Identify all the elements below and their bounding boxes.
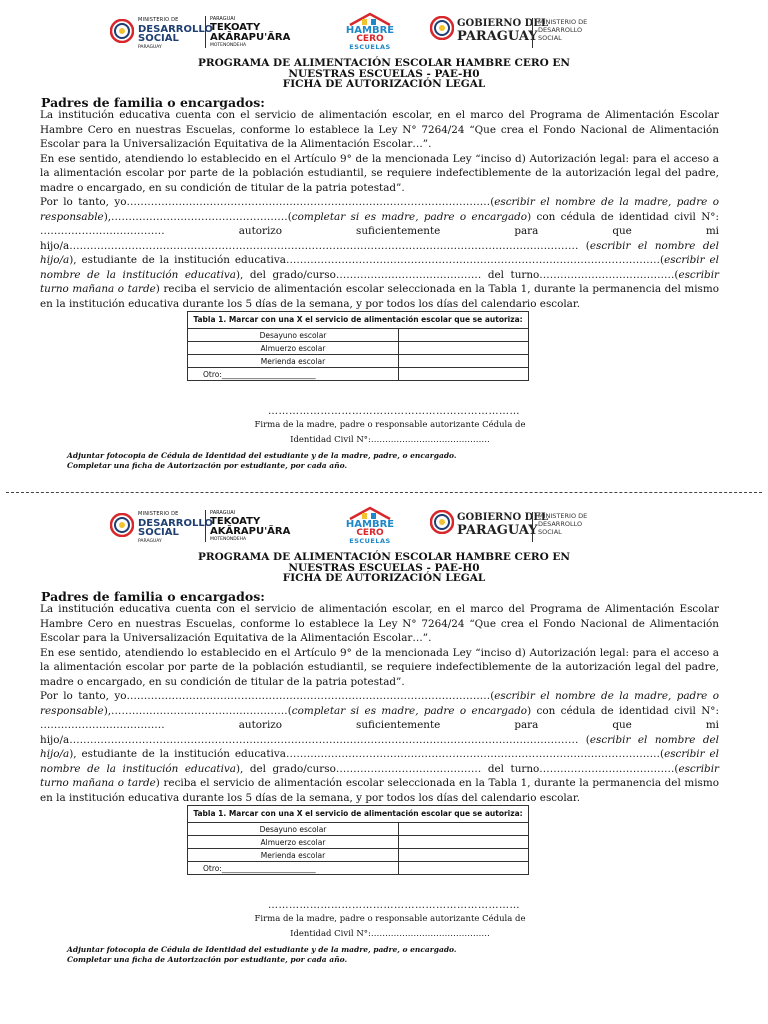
p3-hint: escribir el nombre del hijo/a — [40, 733, 720, 760]
row-label-almuerzo: Almuerzo escolar — [188, 836, 399, 849]
p3-text: ) reciba el servicio de alimentación escolar seleccionada en la Tabla 1, durante la permanencia del mismo en la institución educativa durante los 5 días de la semana, y por todos los días del calendario escolar. — [40, 777, 719, 804]
table-header: Tabla 1. Marcar con una X el servicio de alimentación escolar que se autoriza: — [188, 312, 529, 329]
paraguay-seal-icon — [430, 510, 454, 534]
p3-text: ) con cédula de identidad civil N°: ……………………………… autorizo suficientemente para que mi hijo/a………………………………………………………………………………………………………………………………… ( — [40, 210, 719, 252]
p3-text: Por lo tanto, yo……………………………………………………………………………………………( — [40, 690, 495, 702]
p3-hint: escribir el nombre del hijo/a — [40, 239, 720, 266]
authorization-form-2 — [0, 494, 768, 984]
title-line1: PROGRAMA DE ALIMENTACIÓN ESCOLAR HAMBRE CERO EN — [198, 551, 570, 563]
tekoaty-line4: MOTENONDEHA — [210, 43, 247, 48]
mds-line3: SOCIAL — [138, 33, 179, 44]
title-line1: PROGRAMA DE ALIMENTACIÓN ESCOLAR HAMBRE CERO EN — [198, 57, 570, 69]
signature-caption — [225, 418, 555, 448]
hambre-cero-logo — [344, 506, 396, 546]
paraguay-seal-icon — [430, 16, 454, 40]
form-title — [0, 58, 768, 90]
p3-text: ), del grado/curso…………………………………… del turno…………………………………( — [235, 762, 679, 775]
form-body — [40, 602, 719, 805]
row-label-desayuno: Desayuno escolar — [188, 329, 399, 342]
signature-line[interactable]: ……………………………………………………………… — [268, 900, 520, 911]
p3-hint: escribir el nombre de la madre, padre o responsable — [40, 196, 719, 223]
paragraph-3 — [40, 195, 719, 311]
p3-text: ), estudiante de la institución educativa………………………………………………………………………………………………( — [69, 748, 665, 760]
p3-text: ),……………………………………………( — [103, 210, 292, 223]
mark-cell-almuerzo[interactable] — [398, 342, 528, 355]
tekoaty-line2: TEKOATY — [210, 516, 261, 527]
ministerio-logo — [532, 18, 608, 48]
gobierno-line1: GOBIERNO DEL — [457, 18, 548, 29]
mark-cell-otro[interactable] — [398, 368, 528, 381]
mds-line1: MINISTERIO DE — [138, 17, 179, 23]
hambre-cero-logo — [344, 12, 396, 52]
paragraph-2: En ese sentido, atendiendo lo establecido en el Artículo 9° de la mencionada Ley “inciso d) Autorización legal: para el acceso a la alimentación escolar por parte de la población estudiantil, se requiere indefectiblemente de la autorización legal del padre, madre o encargado, en su condición de titular de la patria potestad”. — [40, 646, 719, 688]
gobierno-line2: PARAGUAY — [457, 523, 538, 538]
mds-logo — [110, 12, 213, 52]
table-row — [188, 862, 529, 875]
gobierno-line1: GOBIERNO DEL — [457, 512, 548, 523]
signature-caption — [225, 912, 555, 942]
p3-text: Por lo tanto, yo……………………………………………………………………………………………( — [40, 196, 495, 208]
p3-text: ), estudiante de la institución educativa………………………………………………………………………………………………( — [69, 254, 665, 266]
mds-line2: DESARROLLO — [138, 24, 213, 35]
tekoaty-line3: AKÃRAPU'ÃRA — [210, 32, 291, 43]
note-2: Completar una ficha de Autorización por estudiante, por cada año. — [67, 460, 348, 470]
mark-cell-desayuno[interactable] — [398, 329, 528, 342]
title-line2: NUESTRAS ESCUELAS - PAE-H0 — [288, 561, 480, 574]
form-body — [40, 108, 719, 311]
authorization-form-1 — [0, 0, 768, 490]
p3-text: ) con cédula de identidad civil N°: ……………………………… autorizo suficientemente para que mi hijo/a………………………………………………………………………………………………………………………………… ( — [40, 704, 719, 746]
gobierno-logo — [430, 506, 548, 546]
ministerio-line2: DESARROLLO — [538, 520, 583, 528]
signature-text-2: Identidad Civil N°:…………………………………… — [290, 435, 490, 445]
house-roof-icon — [348, 506, 392, 520]
gobierno-line2: PARAGUAY — [457, 29, 538, 44]
note-1: Adjuntar fotocopia de Cédula de Identidad del estudiante y de la madre, padre, o encargado. — [67, 451, 457, 460]
tekoaty-line1: PARAGUAI — [210, 16, 236, 22]
tekoaty-logo — [205, 510, 290, 542]
p3-hint: completar si es madre, padre o encargado — [291, 704, 528, 717]
gobierno-logo — [430, 12, 548, 52]
note-2: Completar una ficha de Autorización por estudiante, por cada año. — [67, 954, 348, 964]
row-label-almuerzo: Almuerzo escolar — [188, 342, 399, 355]
paragraph-1: La institución educativa cuenta con el servicio de alimentación escolar, en el marco del Programa de Alimentación Escolar Hambre Cero en nuestras Escuelas, conforme lo establece la Ley N° 7264/24 “Que crea el Fondo Nacional de Alimentación Escolar para la Universalización Equitativa de la Alimentación Escolar…”. — [40, 109, 719, 150]
p3-hint: escribir el nombre de la madre, padre o responsable — [40, 690, 719, 717]
form-notes — [67, 945, 457, 964]
tekoaty-logo — [205, 16, 290, 48]
ministerio-logo — [532, 512, 608, 542]
mark-cell-otro[interactable] — [398, 862, 528, 875]
form-notes — [67, 451, 457, 470]
tekoaty-line1: PARAGUAI — [210, 510, 236, 516]
service-table — [187, 805, 529, 875]
table-row — [188, 368, 529, 381]
hambre-line2: CERO — [356, 528, 384, 538]
p3-hint: escribir turno mañana o tarde — [40, 268, 719, 295]
header-logos — [0, 506, 768, 548]
form-title — [0, 552, 768, 584]
header-logos — [0, 12, 768, 54]
tekoaty-line3: AKÃRAPU'ÃRA — [210, 526, 291, 537]
signature-text-2: Identidad Civil N°:…………………………………… — [290, 929, 490, 939]
ministerio-line3: SOCIAL — [538, 528, 562, 536]
mark-cell-almuerzo[interactable] — [398, 836, 528, 849]
note-1: Adjuntar fotocopia de Cédula de Identidad del estudiante y de la madre, padre, o encargado. — [67, 945, 457, 954]
mark-cell-merienda[interactable] — [398, 355, 528, 368]
subhead: Padres de familia o encargados: — [41, 589, 265, 604]
mds-line4: PARAGUAY — [138, 539, 162, 544]
paraguay-seal-icon — [110, 19, 134, 43]
mds-line2: DESARROLLO — [138, 518, 213, 529]
house-roof-icon — [348, 12, 392, 26]
tekoaty-line2: TEKOATY — [210, 22, 261, 33]
mds-line3: SOCIAL — [138, 527, 179, 538]
paragraph-1: La institución educativa cuenta con el servicio de alimentación escolar, en el marco del Programa de Alimentación Escolar Hambre Cero en nuestras Escuelas, conforme lo establece la Ley N° 7264/24 “Que crea el Fondo Nacional de Alimentación Escolar para la Universalización Equitativa de la Alimentación Escolar…”. — [40, 603, 719, 644]
ministerio-line2: DESARROLLO — [538, 26, 583, 34]
signature-text-1: Firma de la madre, padre o responsable autorizante Cédula de — [254, 420, 526, 430]
cut-line — [6, 492, 762, 493]
row-label-merienda: Merienda escolar — [188, 355, 399, 368]
row-label-desayuno: Desayuno escolar — [188, 823, 399, 836]
row-label-otro: Otro:_________________________ — [188, 368, 399, 381]
table-row — [188, 836, 529, 849]
hambre-line1: HAMBRE — [345, 25, 395, 36]
row-label-merienda: Merienda escolar — [188, 849, 399, 862]
hambre-line3: ESCUELAS — [349, 537, 391, 545]
paraguay-seal-icon — [110, 513, 134, 537]
table-row — [188, 342, 529, 355]
paragraph-2: En ese sentido, atendiendo lo establecido en el Artículo 9° de la mencionada Ley “inciso d) Autorización legal: para el acceso a la alimentación escolar por parte de la población estudiantil, se requiere indefectiblemente de la autorización legal del padre, madre o encargado, en su condición de titular de la patria potestad”. — [40, 152, 719, 194]
mark-cell-desayuno[interactable] — [398, 823, 528, 836]
tekoaty-line4: MOTENONDEHA — [210, 537, 247, 542]
signature-text-1: Firma de la madre, padre o responsable autorizante Cédula de — [254, 914, 526, 924]
mds-logo — [110, 506, 213, 546]
mds-line1: MINISTERIO DE — [138, 511, 179, 517]
table-header: Tabla 1. Marcar con una X el servicio de alimentación escolar que se autoriza: — [188, 806, 529, 823]
table-row — [188, 329, 529, 342]
p3-hint: escribir el nombre de la institución educativa — [40, 748, 719, 775]
paragraph-3 — [40, 689, 719, 805]
p3-text: ),……………………………………………( — [103, 704, 292, 717]
p3-hint: completar si es madre, padre o encargado — [291, 210, 528, 223]
mark-cell-merienda[interactable] — [398, 849, 528, 862]
p3-text: ), del grado/curso…………………………………… del turno…………………………………( — [235, 268, 679, 281]
ministerio-line1: MINISTERIO DE — [538, 18, 588, 26]
p3-hint: escribir el nombre de la institución educativa — [40, 254, 719, 281]
ministerio-line3: SOCIAL — [538, 34, 562, 42]
table-row — [188, 823, 529, 836]
signature-line[interactable]: ……………………………………………………………… — [268, 406, 520, 417]
ministerio-line1: MINISTERIO DE — [538, 512, 588, 520]
title-line2: NUESTRAS ESCUELAS - PAE-H0 — [288, 67, 480, 80]
table-row — [188, 849, 529, 862]
hambre-line3: ESCUELAS — [349, 43, 391, 51]
service-table — [187, 311, 529, 381]
hambre-line2: CERO — [356, 34, 384, 44]
row-label-otro: Otro:_________________________ — [188, 862, 399, 875]
subhead: Padres de familia o encargados: — [41, 95, 265, 110]
mds-line4: PARAGUAY — [138, 45, 162, 50]
p3-text: ) reciba el servicio de alimentación escolar seleccionada en la Tabla 1, durante la permanencia del mismo en la institución educativa durante los 5 días de la semana, y por todos los días del calendario escolar. — [40, 283, 719, 310]
title-line3: FICHA DE AUTORIZACIÓN LEGAL — [282, 572, 486, 584]
p3-hint: escribir turno mañana o tarde — [40, 762, 719, 789]
table-row — [188, 355, 529, 368]
hambre-line1: HAMBRE — [345, 519, 395, 530]
title-line3: FICHA DE AUTORIZACIÓN LEGAL — [282, 78, 486, 90]
